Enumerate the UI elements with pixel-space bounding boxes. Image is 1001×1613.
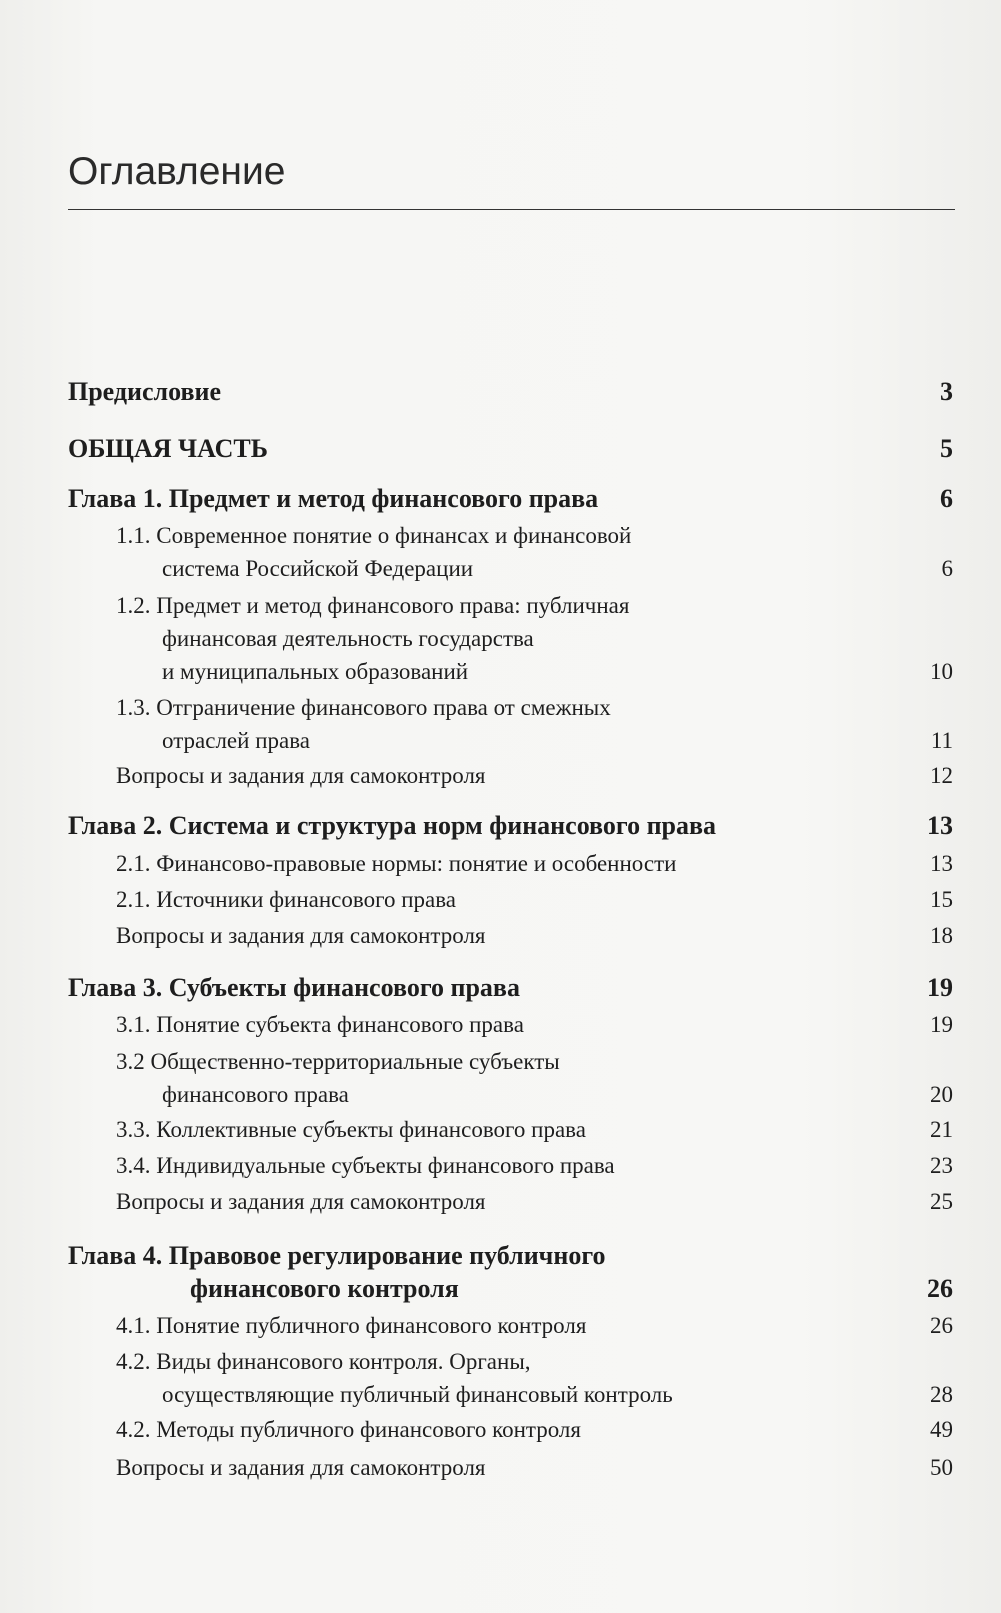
- toc-entry-text: Глава 3. Субъекты финансового права: [68, 973, 520, 1002]
- toc-entry-text: и муниципальных образований: [162, 659, 469, 684]
- toc-entry-text: финансового контроля: [190, 1274, 459, 1303]
- toc-entry-text: 3.1. Понятие субъекта финансового права: [116, 1012, 524, 1037]
- toc-entry-text: Вопросы и задания для самоконтроля: [116, 923, 486, 948]
- toc-page-number: 6: [940, 484, 953, 513]
- toc-entry-text: 4.2. Виды финансового контроля. Органы,: [116, 1349, 531, 1374]
- toc-page-number: 11: [930, 728, 953, 753]
- toc-entry-text: 1.2. Предмет и метод финансового права: публичная: [116, 593, 630, 618]
- toc-entry-text: Вопросы и задания для самоконтроля: [116, 1189, 486, 1214]
- toc-entry-text: 4.1. Понятие публичного финансового контроля: [116, 1313, 587, 1338]
- toc-page-number: 28: [930, 1382, 953, 1407]
- toc-entry-text: финансовая деятельность государства: [162, 626, 534, 651]
- page-title: Оглавление: [68, 150, 286, 193]
- toc-entry-text: финансового права: [162, 1082, 349, 1107]
- toc-page-number: 15: [930, 887, 953, 912]
- toc-entry-text: 3.3. Коллективные субъекты финансового права: [116, 1117, 586, 1142]
- toc-page-number: 19: [930, 1012, 953, 1037]
- toc-page-number: 12: [930, 763, 953, 788]
- toc-page-number: 5: [940, 434, 953, 463]
- toc-entry-text: Вопросы и задания для самоконтроля: [116, 763, 486, 788]
- toc-entry-text: Предисловие: [68, 377, 222, 406]
- toc-entry-text: 3.4. Индивидуальные субъекты финансового права: [116, 1153, 615, 1178]
- toc-page-number: 20: [930, 1082, 953, 1107]
- toc-entry-text: Глава 4. Правовое регулирование публичного: [68, 1241, 606, 1270]
- toc-page-number: 50: [930, 1455, 953, 1480]
- toc-entry-text: Вопросы и задания для самоконтроля: [116, 1455, 486, 1480]
- toc-page-number: 3: [940, 377, 953, 406]
- toc-page-number: 26: [927, 1274, 953, 1303]
- toc-entry-text: 3.2 Общественно-территориальные субъекты: [116, 1049, 560, 1074]
- toc-page-number: 23: [930, 1153, 953, 1178]
- toc-entry-text: 1.1. Современное понятие о финансах и финансовой: [116, 523, 632, 548]
- toc-entry-text: 2.1. Источники финансового права: [116, 887, 456, 912]
- toc-entry-text: 1.3. Отграничение финансового права от смежных: [116, 695, 611, 720]
- toc-page-number: 6: [941, 556, 953, 581]
- toc-page-number: 10: [930, 659, 953, 684]
- toc-page-number: 19: [927, 973, 953, 1002]
- toc-entry-text: Глава 1. Предмет и метод финансового права: [68, 484, 599, 513]
- toc-entry-text: 2.1. Финансово-правовые нормы: понятие и особенности: [116, 851, 677, 876]
- toc-page-number: 25: [930, 1189, 953, 1214]
- toc-entry-text: отраслей права: [162, 728, 310, 753]
- toc-entry-text: ОБЩАЯ ЧАСТЬ: [68, 434, 268, 463]
- toc-page-number: 13: [927, 811, 953, 840]
- toc-entry-text: система Российской Федерации: [162, 556, 474, 581]
- toc-entry-text: осуществляющие публичный финансовый контроль: [162, 1382, 673, 1407]
- toc-page-number: 49: [930, 1417, 953, 1442]
- toc-entry-text: Глава 2. Система и структура норм финансового права: [68, 811, 717, 840]
- toc-page-number: 21: [930, 1117, 953, 1142]
- toc-page-number: 18: [930, 923, 953, 948]
- toc-page-number: 13: [930, 851, 953, 876]
- toc-page-number: 26: [930, 1313, 953, 1338]
- toc-entry-text: 4.2. Методы публичного финансового контроля: [116, 1417, 581, 1442]
